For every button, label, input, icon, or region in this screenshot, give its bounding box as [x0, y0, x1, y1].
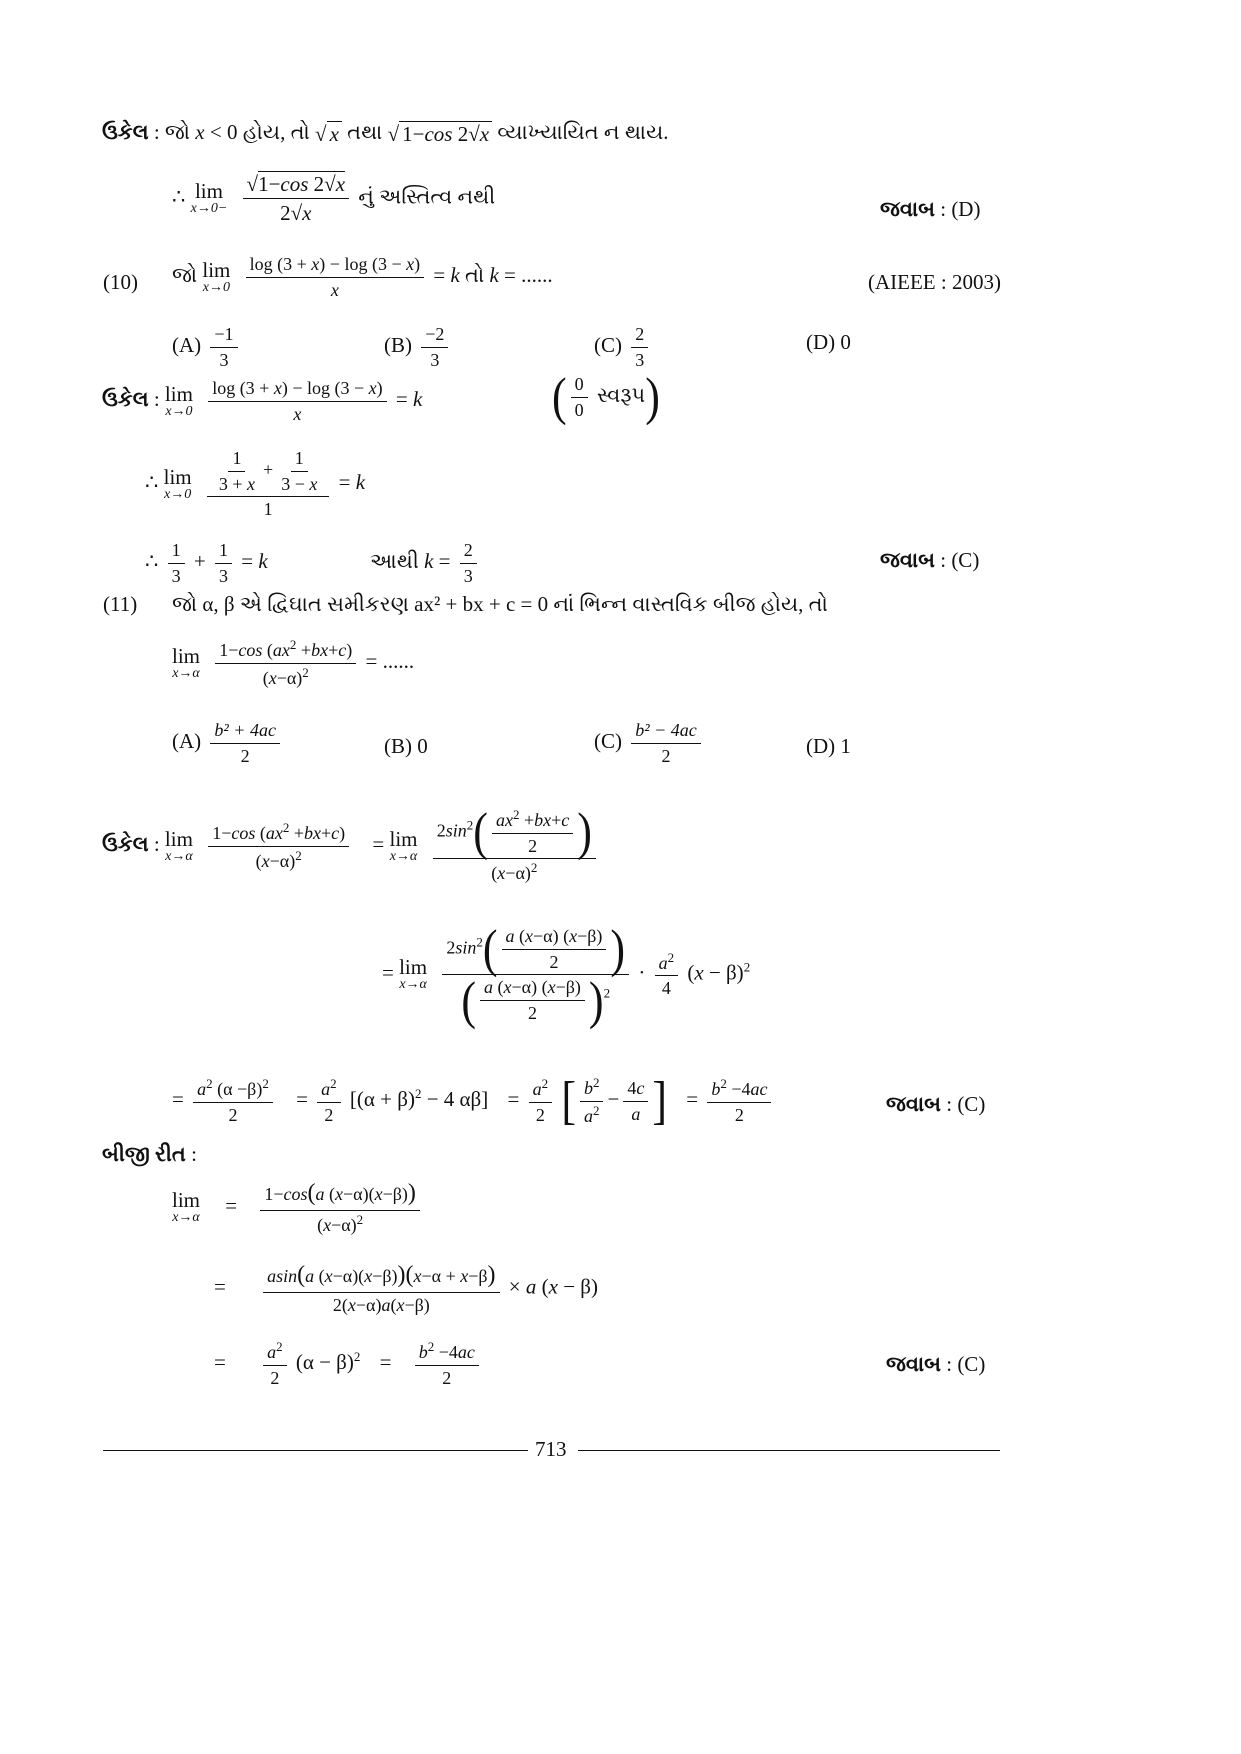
- q11-number: (11): [103, 592, 138, 616]
- alt-step2: = $\frac{asin(a (x-\alpha)(x-\beta))(x-\alpha + x-\beta)}{2(x-\alpha)a(x-\beta)}$ × a (x − β): [214, 1262, 598, 1315]
- q9-answer: જવાબ : (D): [880, 197, 981, 221]
- q9-conclusion: ∴ lim x→0− $\frac{√1-\cos 2√x}{2√x}$ નું અસ્તિત્વ નથી: [172, 172, 496, 226]
- q10-option-b[interactable]: (B) $\frac{-2}{3}$: [384, 324, 452, 370]
- q11-solution-step3: = $\frac{a^2 (\alpha -\beta)^2}{2}$ = $\frac{a^2}{2}$ [$(\alpha + \beta)^2 - 4$ αβ] = $\frac{a^2}{2}$ [ $\frac{b^2}{a^2}$ − $\frac{4c}{a}$ ] = $\frac{b^2 -4ac}{2}$: [172, 1076, 775, 1126]
- q11-option-c[interactable]: (C) $\frac{\text{b² − 4ac}}{2}$: [594, 720, 705, 766]
- q11-solution-step2: = lim x→α $2\sin^2$( $\frac{a (x-\alpha) (x-\beta)}{2}$ ) ( $\frac{a (x-\alpha) (x-\beta)}{2}$ )$^2$ · $\frac{a^2}{4}$ $(x - \beta)^2$: [382, 919, 751, 1030]
- alt-step1: lim x→α = $\frac{1-\cos(a (x-\alpha)(x-\beta))}{(x-\alpha)^2}$: [172, 1180, 424, 1235]
- q10-option-c[interactable]: (C) $\frac{2}{3}$: [594, 324, 652, 370]
- footer-rule-left: [103, 1450, 528, 1451]
- q10-question: જો lim x→0 $\frac{\log (3 + x) - \log (3 - x)}{x}$ = k તો k = ......: [172, 254, 553, 300]
- alt-answer: જવાબ : (C): [886, 1352, 986, 1376]
- q10-option-a[interactable]: (A) $\frac{-1}{3}$: [172, 324, 242, 370]
- q11-question-limit: lim x→α $\frac{1-\cos (ax^2 +bx+c)}{(x-\alpha)^2}$ = ......: [172, 637, 415, 688]
- q11-option-b[interactable]: (B) 0: [384, 734, 428, 758]
- q10-option-d[interactable]: (D) 0: [806, 330, 851, 354]
- q11-question-text: જો α, β એ દ્વિઘાત સમીકરણ ax² + bx + c = 0 નાં ભિન્ન વાસ્તવિક બીજ હોય, તો: [172, 592, 828, 616]
- q11-solution-step1: ઉકેલ : lim x→α $\frac{1-\cos (ax^2 +bx+c)}{(x-\alpha)^2}$ = lim x→α $2\sin^2$( $\frac{ax^2 +bx+c}{2}$ ) $(x-\alpha)^2$: [102, 808, 600, 884]
- q10-solution-result: આથી k = $\frac{2}{3}$: [370, 540, 481, 586]
- q10-answer: જવાબ : (C): [880, 548, 980, 572]
- q10-solution-step3: ∴ $\frac{1}{3}$ + $\frac{1}{3}$ = k: [145, 540, 268, 586]
- q11-option-d[interactable]: (D) 1: [806, 734, 851, 758]
- zero-by-zero-form: ( $\frac{0}{0}$ સ્વરૂપ): [552, 367, 660, 426]
- alt-step3: = $\frac{a^2}{2}$ $(\alpha - \beta)^2$ = $\frac{b^2 -4ac}{2}$: [214, 1340, 483, 1388]
- q10-number: (10): [103, 270, 138, 294]
- q9-solution-line: ઉકેલ : જો x < 0 હોય, તો √ x તથા √ 1−cos 2√x વ્યાખ્યાયિત ન થાય.: [102, 120, 669, 146]
- q10-source: (AIEEE : 2003): [868, 270, 1001, 294]
- q11-option-a[interactable]: (A) $\frac{\text{b² + 4ac}}{2}$: [172, 720, 284, 766]
- solution-label: ઉકેલ: [102, 120, 149, 144]
- alternate-method-heading: બીજી રીત :: [102, 1142, 197, 1166]
- footer-rule-right: [578, 1450, 1000, 1451]
- q10-solution-step2: ∴ lim x→0 $\frac{1}{3 + x}$ + $\frac{1}{3 - x}$ 1 = k: [145, 448, 366, 520]
- q11-answer: જવાબ : (C): [886, 1092, 986, 1116]
- page-number: 713: [535, 1437, 567, 1461]
- q10-solution-step1: ઉકેલ : lim x→0 $\frac{\log (3 + x) - \log (3 - x)}{x}$ = k: [102, 378, 423, 424]
